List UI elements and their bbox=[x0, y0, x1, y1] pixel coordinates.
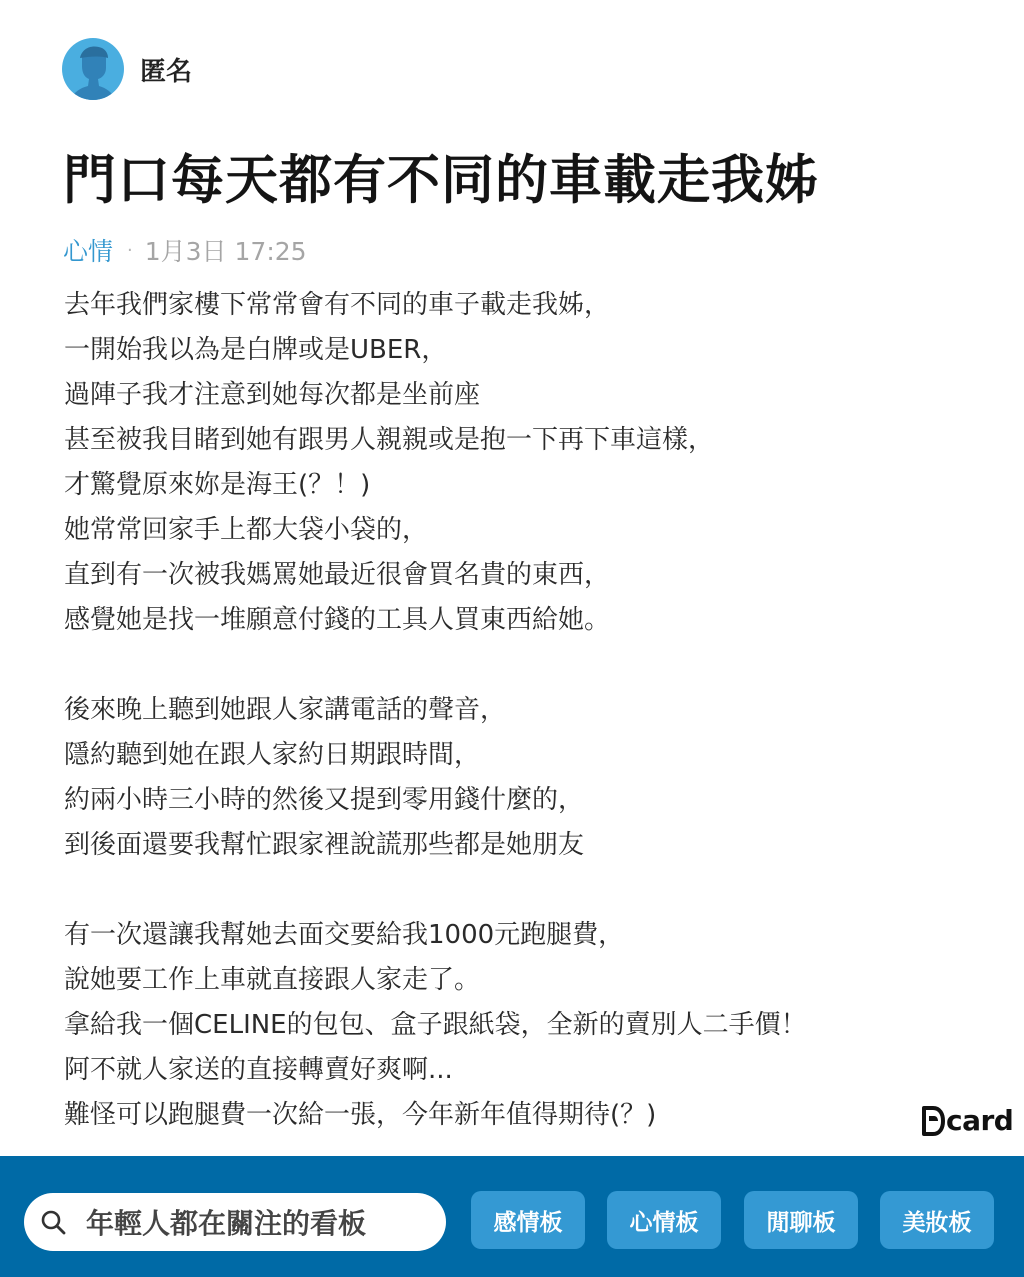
dcard-logo bbox=[921, 1104, 1013, 1137]
post-content bbox=[64, 283, 964, 1138]
dcard-wordmark: card bbox=[946, 1104, 1014, 1137]
content-line: 過陣子我才注意到她每次都是坐前座 bbox=[64, 380, 481, 410]
board-chip-relationship[interactable]: 感情板 bbox=[471, 1191, 585, 1249]
author-header bbox=[62, 38, 192, 100]
content-line: 阿不就人家送的直接轉賣好爽啊... bbox=[64, 1055, 453, 1085]
content-line: 難怪可以跑腿費一次給一張，今年新年值得期待(？) bbox=[64, 1100, 657, 1130]
meta-separator: · bbox=[127, 239, 133, 261]
content-line: 後來晚上聽到她跟人家講電話的聲音， bbox=[64, 695, 507, 725]
content-line: 她常常回家手上都大袋小袋的， bbox=[64, 515, 429, 545]
content-line: 隱約聽到她在跟人家約日期跟時間， bbox=[64, 740, 481, 770]
dcard-d-icon bbox=[921, 1105, 945, 1137]
bottom-bar bbox=[0, 1156, 1024, 1277]
post-meta bbox=[63, 232, 307, 268]
content-line: 感覺她是找一堆願意付錢的工具人買東西給她。 bbox=[64, 605, 611, 635]
content-line: 一開始我以為是白牌或是UBER， bbox=[64, 335, 448, 365]
paragraph-gap bbox=[64, 643, 964, 688]
search-icon bbox=[40, 1209, 66, 1235]
content-line: 直到有一次被我媽罵她最近很會買名貴的東西， bbox=[64, 560, 611, 590]
forum-link[interactable]: 心情 bbox=[63, 237, 114, 266]
anonymous-avatar-icon[interactable] bbox=[62, 38, 124, 100]
board-search[interactable] bbox=[24, 1193, 446, 1251]
board-chip-mood[interactable]: 心情板 bbox=[607, 1191, 721, 1249]
content-line: 說她要工作上車就直接跟人家走了。 bbox=[64, 965, 481, 995]
post-title: 門口每天都有不同的車載走我姊 bbox=[63, 150, 819, 211]
post-date: 1月3日 17:25 bbox=[144, 237, 307, 266]
content-line: 才驚覺原來妳是海王(？！) bbox=[64, 470, 371, 500]
board-chip-talk[interactable]: 閒聊板 bbox=[744, 1191, 858, 1249]
content-line: 有一次還讓我幫她去面交要給我1000元跑腿費， bbox=[64, 920, 625, 950]
content-line: 拿給我一個CELINE的包包、盒子跟紙袋，全新的賣別人二手價！ bbox=[64, 1010, 807, 1040]
author-name[interactable]: 匿名 bbox=[140, 56, 193, 87]
paragraph-gap bbox=[64, 868, 964, 913]
board-chip-makeup[interactable]: 美妝板 bbox=[880, 1191, 994, 1249]
content-line: 去年我們家樓下常常會有不同的車子載走我姊， bbox=[64, 290, 611, 320]
content-line: 到後面還要我幫忙跟家裡說謊那些都是她朋友 bbox=[64, 830, 585, 860]
content-line: 約兩小時三小時的然後又提到零用錢什麼的， bbox=[64, 785, 585, 815]
content-line: 甚至被我目睹到她有跟男人親親或是抱一下再下車這樣， bbox=[64, 425, 715, 455]
search-placeholder: 年輕人都在關注的看板 bbox=[86, 1207, 367, 1240]
